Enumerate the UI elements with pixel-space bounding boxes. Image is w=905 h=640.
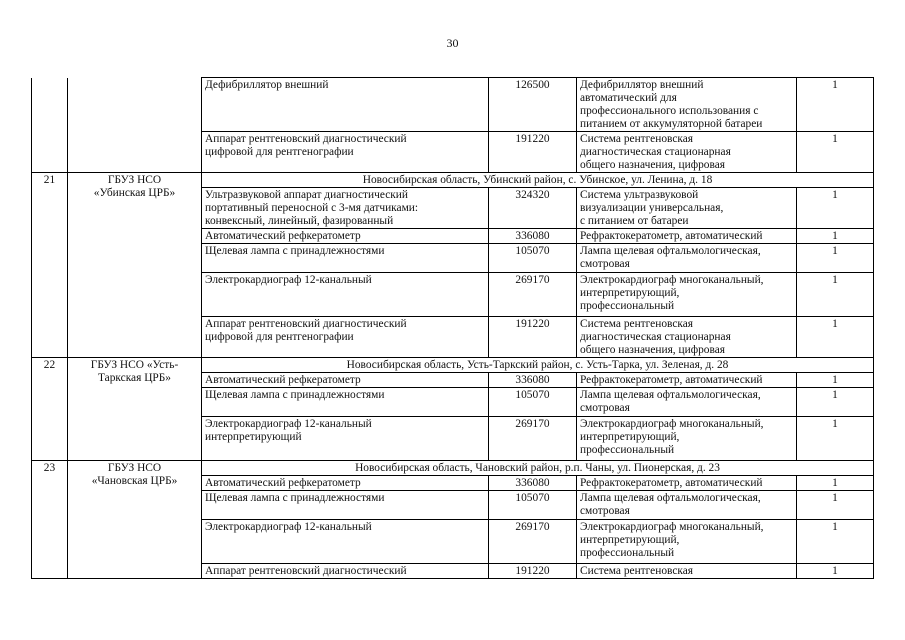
equipment-kind: Лампа щелевая офтальмологическая, смотровая [577,491,797,520]
equipment-quantity: 1 [797,188,874,229]
equipment-quantity: 1 [797,388,874,417]
equipment-kind: Рефрактокератометр, автоматический [577,229,797,244]
equipment-code: 336080 [489,373,577,388]
equipment-table-body [32,78,874,579]
entry-number: 21 [32,173,68,358]
institution-name: ГБУЗ НСО «Чановская ЦРБ» [68,461,202,579]
equipment-quantity: 1 [797,520,874,564]
equipment-quantity: 1 [797,564,874,579]
equipment-code: 105070 [489,244,577,273]
equipment-quantity: 1 [797,132,874,173]
equipment-quantity: 1 [797,273,874,317]
equipment-code: 324320 [489,188,577,229]
equipment-name: Автоматический рефкератометр [202,229,489,244]
equipment-quantity: 1 [797,244,874,273]
equipment-kind: Электрокардиограф многоканальный, интерпретирующий, профессиональный [577,520,797,564]
equipment-code: 191220 [489,564,577,579]
equipment-name: Аппарат рентгеновский диагностический цифровой для рентгенографии [202,317,489,358]
equipment-name: Электрокардиограф 12-канальный интерпретирующий [202,417,489,461]
equipment-kind: Электрокардиограф многоканальный, интерпретирующий, профессиональный [577,273,797,317]
equipment-kind: Рефрактокератометр, автоматический [577,476,797,491]
equipment-quantity: 1 [797,491,874,520]
equipment-kind: Система рентгеновская [577,564,797,579]
equipment-kind: Система рентгеновская диагностическая стационарная общего назначения, цифровая [577,317,797,358]
equipment-kind: Лампа щелевая офтальмологическая, смотровая [577,388,797,417]
equipment-code: 336080 [489,476,577,491]
equipment-kind: Система ультразвуковой визуализации универсальная, с питанием от батареи [577,188,797,229]
equipment-quantity: 1 [797,229,874,244]
equipment-name: Аппарат рентгеновский диагностический [202,564,489,579]
equipment-name: Электрокардиограф 12-канальный [202,273,489,317]
entry-number [32,78,68,173]
equipment-code: 191220 [489,317,577,358]
equipment-name: Щелевая лампа с принадлежностями [202,388,489,417]
equipment-name: Щелевая лампа с принадлежностями [202,491,489,520]
institution-name: ГБУЗ НСО «Убинская ЦРБ» [68,173,202,358]
equipment-code: 126500 [489,78,577,132]
equipment-name: Автоматический рефкератометр [202,476,489,491]
equipment-code: 269170 [489,273,577,317]
institution-address: Новосибирская область, Убинский район, с. Убинское, ул. Ленина, д. 18 [202,173,874,188]
equipment-name: Аппарат рентгеновский диагностический цифровой для рентгенографии [202,132,489,173]
equipment-kind: Лампа щелевая офтальмологическая, смотровая [577,244,797,273]
equipment-code: 105070 [489,388,577,417]
equipment-name: Электрокардиограф 12-канальный [202,520,489,564]
equipment-code: 269170 [489,520,577,564]
institution-row [32,173,874,188]
institution-name [68,78,202,173]
institution-row [32,358,874,373]
entry-number: 22 [32,358,68,461]
equipment-name: Дефибриллятор внешний [202,78,489,132]
equipment-quantity: 1 [797,317,874,358]
institution-row [32,461,874,476]
equipment-row [32,78,874,132]
equipment-quantity: 1 [797,373,874,388]
equipment-code: 269170 [489,417,577,461]
page-number: 30 [446,36,459,50]
equipment-code: 191220 [489,132,577,173]
institution-address: Новосибирская область, Усть-Таркский район, с. Усть-Тарка, ул. Зеленая, д. 28 [202,358,874,373]
equipment-name: Щелевая лампа с принадлежностями [202,244,489,273]
equipment-kind: Дефибриллятор внешний автоматический для профессионального использования с питанием от аккумуляторной батареи [577,78,797,132]
equipment-code: 336080 [489,229,577,244]
equipment-quantity: 1 [797,417,874,461]
equipment-kind: Рефрактокератометр, автоматический [577,373,797,388]
institution-address: Новосибирская область, Чановский район, р.п. Чаны, ул. Пионерская, д. 23 [202,461,874,476]
equipment-code: 105070 [489,491,577,520]
equipment-quantity: 1 [797,78,874,132]
equipment-kind: Система рентгеновская диагностическая стационарная общего назначения, цифровая [577,132,797,173]
equipment-name: Автоматический рефкератометр [202,373,489,388]
equipment-kind: Электрокардиограф многоканальный, интерпретирующий, профессиональный [577,417,797,461]
entry-number: 23 [32,461,68,579]
equipment-table [31,77,874,579]
equipment-name: Ультразвуковой аппарат диагностический портативный переносной с 3-мя датчиками: конвексный, линейный, фазированный [202,188,489,229]
institution-name: ГБУЗ НСО «Усть- Таркская ЦРБ» [68,358,202,461]
equipment-quantity: 1 [797,476,874,491]
